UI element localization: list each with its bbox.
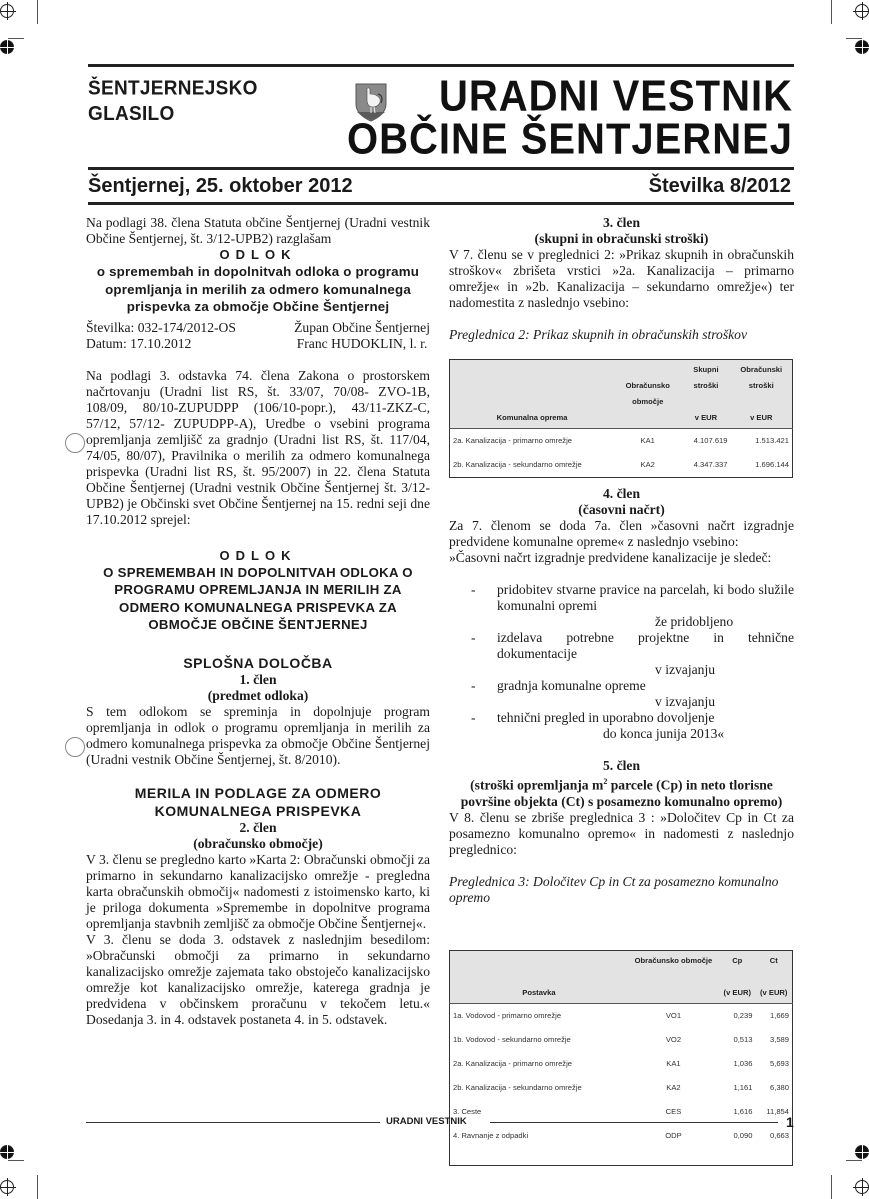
crop-mark	[831, 1175, 832, 1199]
publication-title-line2: OBČINE ŠENTJERNEJ	[347, 115, 793, 164]
list-item: - gradnja komunalne opreme v izvajanju	[471, 678, 794, 710]
article-3-number: 3. člen	[603, 215, 640, 230]
table-row: 2a. Kanalizacija - primarno omrežje KA1 1,036 5,693	[453, 1058, 789, 1068]
decree-title-uppercase: O SPREMEMBAH IN DOPOLNITVAH ODLOKA O PROGRAMU OPREMLJANJA IN MERILIH ZA ODMERO KOMUNALNEGA PRISPEVKA ZA OBMOČJE OBČINE ŠENTJERNEJ	[103, 564, 413, 632]
table-row-empty	[450, 1148, 793, 1166]
document-number: Številka: 032-174/2012-OS	[86, 319, 236, 335]
registration-mark-icon	[0, 40, 14, 54]
punch-hole	[65, 737, 85, 757]
registration-mark-icon	[855, 40, 869, 54]
article-2-paragraph-1: V 3. členu se pregledno karto »Karta 2: Obračunski območji za primarno in sekundarno kanalizacijsko omrežje - pregledna karta obračunskih območij« nadomesti z istoimensko karto, ki je priloga dokumenta »Spremembe in dopolnitve programa opremljanja stavbnih zemljišč za območje Občine Šentjernej«.	[86, 851, 430, 931]
document-date: Datum: 17.10.2012	[86, 335, 192, 351]
article-5-title: (stroški opremljanja $m^2$ parcele (Cp) in neto tlorisne površine objekta (Ct) s posamezno komunalno opremo)	[460, 777, 783, 809]
page-number: 1	[786, 1114, 794, 1130]
construction-schedule-list	[449, 582, 794, 742]
table-row: 2b. Kanalizacija - sekundarno omrežje KA2 1,161 6,380	[453, 1082, 789, 1092]
list-item: - izdelava potrebne projektne in tehnične dokumentacije v izvajanju	[471, 630, 794, 678]
signer-name: Franc HUDOKLIN, l. r.	[296, 335, 428, 351]
article-3-title: (skupni in obračunski stroški)	[534, 231, 709, 246]
section-heading-criteria: MERILA IN PODLAGE ZA ODMERO KOMUNALNEGA PRISPEVKA	[134, 784, 382, 819]
issue-date: Šentjernej, 25. oktober 2012	[88, 175, 353, 197]
column-header: Postavka	[450, 950, 628, 1003]
table-row: 1a. Vodovod - primarno omrežje VO1 0,239 1,669	[450, 1003, 793, 1028]
masthead-mid-rule	[88, 167, 794, 170]
table-row: 2b. Kanalizacija - sekundarno omrežje KA2 4.347.337 1.696.144	[453, 460, 789, 469]
column-header: Cp (v EUR)	[719, 950, 755, 1003]
punch-hole	[65, 433, 85, 453]
registration-mark-icon	[855, 4, 869, 18]
decree-label-2: ODLOK	[219, 547, 297, 563]
footer-publication-name: URADNI VESTNIK	[386, 1116, 467, 1127]
masthead-bottom-rule	[88, 202, 794, 205]
list-item: - pridobitev stvarne pravice na parcelah, ki bodo služile komunalni opremi že pridobljeno	[471, 582, 794, 630]
costs-table	[449, 359, 793, 478]
footer-rule-right	[490, 1122, 778, 1123]
column-header: Obračunski stroški v EUR	[731, 360, 793, 429]
section-heading-general: SPLOŠNA DOLOČBA	[183, 654, 333, 671]
registration-mark-icon	[0, 1145, 14, 1159]
column-header: Ct (v EUR)	[755, 950, 792, 1003]
list-item: - tehnični pregled in uporabno dovoljenje do konca junija 2013«	[471, 710, 794, 742]
article-4-text-2: »Časovni načrt izgradnje predvidene kanalizacije je sledeč:	[449, 550, 772, 565]
article-3-text: V 7. členu se v preglednici 2: »Prikaz skupnih in obračunskih stroškov« zbrišeta vrstici »2a. Kanalizacija – primarno omrežje« in »2b. Kanalizacija – sekundarno omrežje«) ter nadomestita z naslednjo vsebino:	[449, 247, 794, 310]
registration-mark-icon	[855, 1180, 869, 1194]
crop-mark	[8, 38, 24, 39]
crop-mark	[846, 1160, 862, 1161]
decree-subtitle: o spremembah in dopolnitvah odloka o programu opremljanja in merilih za odmero komunalnega prispevka za območje Občine Šentjernej	[96, 264, 420, 314]
article-1-number: 1. člen	[239, 671, 277, 687]
right-column	[449, 215, 794, 1166]
left-column	[86, 215, 430, 1028]
cp-ct-table	[449, 950, 793, 1166]
crop-mark	[37, 0, 38, 24]
article-4-text: Za 7. členom se doda 7a. člen »časovni načrt izgradnje predvidene komunalne opreme« z naslednjo vsebino:	[449, 518, 794, 549]
table-3-caption: Preglednica 3: Določitev Cp in Ct za posamezno komunalno opremo	[449, 873, 779, 905]
article-1-title: (predmet odloka)	[207, 687, 309, 703]
crop-mark	[8, 1160, 24, 1161]
table-row: 3. Ceste CES 1,616 11,854	[453, 1106, 789, 1116]
column-header: Obračunsko območje	[614, 360, 681, 429]
article-5-text: V 8. členu se zbriše preglednica 3 : »Določitev Cp in Ct za posamezno komunalno opremo« in nadomesti z naslednjo preglednico:	[449, 809, 794, 857]
article-4-number: 4. člen	[603, 486, 640, 501]
table-row: 4. Ravnanje z odpadki ODP 0,090 0,663	[453, 1130, 789, 1140]
registration-mark-icon	[0, 4, 14, 18]
legal-basis-paragraph: Na podlagi 3. odstavka 74. člena Zakona o prostorskem načrtovanju (Uradni list RS, št. 33/07, 70/08- ZVO-1B, 108/09, 80/10-ZUPUDPP (106/10-popr.), 43/11-ZKZ-C, 57/12, 57/12- ZUPUDPP-A), Uredbe o vsebini programa opremljanja zemljišč za gradnjo (Uradni list RS, št. 117/04, 74/05, 80/07), Pravilnika o merilih za odmero komunalnega prispevka (Uradni list RS, št. 95/2007) in 22. člena Statuta Občine Šentjernej (Uradni vestnik Občine Šentjernej št. 3/12-UPB2) je Občinski svet Občine Šentjernej na 15. redni seji dne 17.10.2012 sprejel:	[86, 367, 430, 527]
crop-mark	[831, 0, 832, 24]
crop-mark	[846, 38, 862, 39]
footer-rule-left	[86, 1122, 380, 1123]
registration-mark-icon	[855, 1145, 869, 1159]
article-2-title: (obračunsko območje)	[193, 835, 323, 851]
signer-title: Župan Občine Šentjernej	[294, 319, 430, 335]
article-1-text: S tem odlokom se spreminja in dopolnjuje program opremljanja in odlok o programu opremljanja in merilih za odmero komunalnega prispevka za območje Občine Šentjernej (Uradni vestnik Občine Šentjernej, št. 8/2010).	[86, 703, 430, 767]
column-header: Komunalna oprema	[450, 360, 615, 429]
decree-label: ODLOK	[219, 247, 297, 262]
article-5-number: 5. člen	[603, 758, 640, 773]
registration-mark-icon	[0, 1180, 14, 1194]
column-header: Obračunsko območje	[628, 950, 719, 1003]
article-2-number: 2. člen	[239, 819, 277, 835]
article-4-title: (časovni načrt)	[578, 502, 665, 517]
publication-title-line1: URADNI VESTNIK	[438, 72, 793, 121]
decree-meta	[86, 320, 430, 352]
column-header: Skupni stroški v EUR	[681, 360, 730, 429]
table-2-caption: Preglednica 2: Prikaz skupnih in obračunskih stroškov	[449, 327, 748, 342]
masthead-top-rule	[88, 64, 794, 67]
article-2-paragraph-2: V 3. členu se doda 3. odstavek z naslednjim besedilom: »Obračunski območji za primarno in sekundarno kanalizacijsko omrežje zajemata tako obstoječo kanalizacijsko omrežje kot kanalizacijsko omrežje, katerega gradnja je predvidena v občinskem proračunu v tekočem letu.« Dosedanja 3. in 4. odstavek postaneta 4. in 5. odstavek.	[86, 931, 430, 1027]
table-row: 2a. Kanalizacija - primarno omrežje KA1 4.107.619 1.513.421	[450, 429, 793, 454]
issue-number: Številka 8/2012	[648, 175, 791, 197]
crop-mark	[37, 1175, 38, 1199]
publication-subtitle: ŠENTJERNEJSKO GLASILO	[88, 77, 258, 126]
table-row: 1b. Vodovod - sekundarno omrežje VO2 0,513 3,589	[453, 1034, 789, 1044]
promulgation-intro: Na podlagi 38. člena Statuta občine Šentjernej (Uradni vestnik Občine Šentjernej, št. 3/12-UPB2) razglašam	[86, 215, 430, 246]
